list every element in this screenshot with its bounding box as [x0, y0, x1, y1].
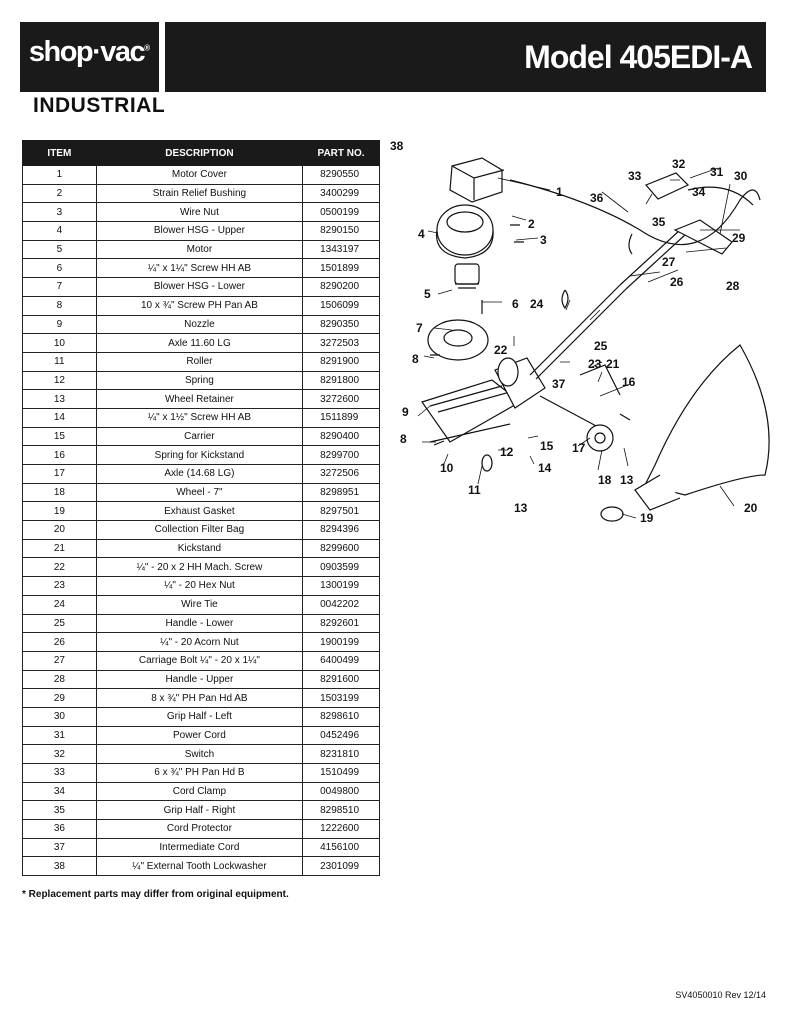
axle-17	[540, 396, 600, 428]
table-row	[23, 539, 380, 558]
part-no-cell: 3272503	[303, 334, 380, 353]
wheel-shape	[587, 425, 613, 451]
item-cell: 27	[23, 651, 97, 670]
item-cell: 18	[23, 483, 97, 502]
description-cell: ¼" - 20 x 2 HH Mach. Screw	[96, 558, 302, 577]
table-row	[23, 296, 380, 315]
item-cell: 33	[23, 764, 97, 783]
part-no-cell: 8290550	[303, 166, 380, 185]
item-cell: 30	[23, 707, 97, 726]
part-no-cell: 0500199	[303, 203, 380, 222]
item-cell: 11	[23, 352, 97, 371]
footnote: * Replacement parts may differ from original equipment.	[22, 889, 289, 900]
part-no-cell: 3272600	[303, 390, 380, 409]
table-row	[23, 352, 380, 371]
callout-label: 28	[726, 279, 740, 293]
table-row	[23, 446, 380, 465]
callout-label: 1	[556, 185, 563, 199]
callout-label: 23	[588, 357, 602, 371]
part-no-cell: 0042202	[303, 595, 380, 614]
roller-shape	[482, 455, 492, 471]
item-cell: 23	[23, 577, 97, 596]
table-row	[23, 633, 380, 652]
item-cell: 37	[23, 838, 97, 857]
part-no-cell: 1503199	[303, 689, 380, 708]
table-row	[23, 184, 380, 203]
description-cell: Kickstand	[96, 539, 302, 558]
part-no-cell: 0452496	[303, 726, 380, 745]
description-cell: Switch	[96, 745, 302, 764]
part-no-cell: 8291800	[303, 371, 380, 390]
item-cell: 24	[23, 595, 97, 614]
part-no-cell: 8290400	[303, 427, 380, 446]
item-cell: 1	[23, 166, 97, 185]
part-no-cell: 0903599	[303, 558, 380, 577]
item-cell: 19	[23, 502, 97, 521]
item-cell: 15	[23, 427, 97, 446]
item-cell: 25	[23, 614, 97, 633]
table-row	[23, 465, 380, 484]
table-header-row	[23, 141, 380, 166]
column-header-part-no: PART NO.	[303, 141, 380, 166]
description-cell: Carriage Bolt ¼" - 20 x 1¼"	[96, 651, 302, 670]
description-cell: Strain Relief Bushing	[96, 184, 302, 203]
item-cell: 8	[23, 296, 97, 315]
part-no-cell: 1900199	[303, 633, 380, 652]
description-cell: Handle - Lower	[96, 614, 302, 633]
callout-label: 32	[672, 157, 686, 171]
item-cell: 4	[23, 222, 97, 241]
description-cell: 10 x ¾" Screw PH Pan AB	[96, 296, 302, 315]
description-cell: Exhaust Gasket	[96, 502, 302, 521]
part-no-cell: 8298610	[303, 707, 380, 726]
callout-label: 20	[744, 501, 758, 515]
table-row	[23, 820, 380, 839]
division-label: INDUSTRIAL	[33, 94, 166, 117]
table-row	[23, 259, 380, 278]
part-no-cell: 0049800	[303, 782, 380, 801]
part-no-cell: 1300199	[303, 577, 380, 596]
part-no-cell: 1343197	[303, 240, 380, 259]
callout-label: 27	[662, 255, 676, 269]
callout-label: 22	[494, 343, 508, 357]
table-row	[23, 782, 380, 801]
logo-wordmark: shop·vac®	[28, 36, 151, 68]
table-row	[23, 838, 380, 857]
callout-label: 8	[400, 432, 407, 446]
description-cell: 8 x ¾" PH Pan Hd AB	[96, 689, 302, 708]
part-no-cell: 2301099	[303, 857, 380, 876]
description-cell: ¼" External Tooth Lockwasher	[96, 857, 302, 876]
description-cell: Collection Filter Bag	[96, 521, 302, 540]
item-cell: 36	[23, 820, 97, 839]
callout-label: 31	[710, 165, 724, 179]
part-no-cell: 8297501	[303, 502, 380, 521]
description-cell: Axle 11.60 LG	[96, 334, 302, 353]
description-cell: Handle - Upper	[96, 670, 302, 689]
model-title: Model 405EDI-A	[524, 39, 752, 75]
part-no-cell: 1222600	[303, 820, 380, 839]
item-cell: 22	[23, 558, 97, 577]
callout-label: 11	[468, 483, 481, 497]
table-row	[23, 334, 380, 353]
parts-table-body	[23, 166, 380, 876]
part-no-cell: 8298951	[303, 483, 380, 502]
part-no-cell: 6400499	[303, 651, 380, 670]
callout-label: 15	[540, 439, 554, 453]
callout-label: 21	[606, 357, 620, 371]
callout-label: 2	[528, 217, 535, 231]
column-header-item: ITEM	[23, 141, 97, 166]
part-no-cell: 3400299	[303, 184, 380, 203]
shop-vac-logo	[20, 22, 159, 92]
table-row	[23, 203, 380, 222]
item-cell: 21	[23, 539, 97, 558]
part-no-cell: 8291600	[303, 670, 380, 689]
motor-shape	[455, 264, 479, 284]
table-row	[23, 689, 380, 708]
description-cell: Wire Tie	[96, 595, 302, 614]
item-cell: 31	[23, 726, 97, 745]
table-row	[23, 558, 380, 577]
description-cell: Roller	[96, 352, 302, 371]
item-cell: 28	[23, 670, 97, 689]
collection-filter-bag-shape	[645, 345, 769, 495]
item-cell: 9	[23, 315, 97, 334]
callout-label: 16	[622, 375, 636, 389]
blower-housing-lower-shape	[428, 320, 488, 360]
exploded-parts-diagram	[390, 139, 770, 540]
description-cell: Wheel Retainer	[96, 390, 302, 409]
description-cell: Grip Half - Right	[96, 801, 302, 820]
callout-label: 9	[402, 405, 409, 419]
table-row	[23, 614, 380, 633]
rear-wheel-shape	[498, 358, 518, 386]
description-cell: Axle (14.68 LG)	[96, 465, 302, 484]
column-header-description: DESCRIPTION	[96, 141, 302, 166]
item-cell: 35	[23, 801, 97, 820]
title-bar	[165, 22, 766, 92]
description-cell: Motor	[96, 240, 302, 259]
item-cell: 16	[23, 446, 97, 465]
callout-label: 29	[732, 231, 746, 245]
table-row	[23, 595, 380, 614]
callout-label: 13	[620, 473, 634, 487]
part-no-cell: 8298510	[303, 801, 380, 820]
part-no-cell: 1511899	[303, 408, 380, 427]
callout-label: 36	[590, 191, 604, 205]
item-cell: 12	[23, 371, 97, 390]
callout-label: 33	[628, 169, 642, 183]
table-row	[23, 707, 380, 726]
description-cell: Grip Half - Left	[96, 707, 302, 726]
callout-label: 25	[594, 339, 608, 353]
item-cell: 2	[23, 184, 97, 203]
item-cell: 38	[23, 857, 97, 876]
table-row	[23, 483, 380, 502]
part-no-cell: 1506099	[303, 296, 380, 315]
item-cell: 34	[23, 782, 97, 801]
table-row	[23, 427, 380, 446]
item-cell: 20	[23, 521, 97, 540]
callout-label: 10	[440, 461, 454, 475]
part-no-cell: 8290200	[303, 278, 380, 297]
part-no-cell: 8231810	[303, 745, 380, 764]
callout-label: 8	[412, 352, 419, 366]
item-cell: 5	[23, 240, 97, 259]
callout-label: 30	[734, 169, 748, 183]
table-row	[23, 764, 380, 783]
part-no-cell: 8290350	[303, 315, 380, 334]
description-cell: Blower HSG - Upper	[96, 222, 302, 241]
callout-label: 37	[552, 377, 566, 391]
wire-tie-shape	[562, 290, 568, 308]
description-cell: Cord Protector	[96, 820, 302, 839]
callout-label: 7	[416, 321, 423, 335]
item-cell: 3	[23, 203, 97, 222]
description-cell: Spring for Kickstand	[96, 446, 302, 465]
item-cell: 6	[23, 259, 97, 278]
description-cell: Spring	[96, 371, 302, 390]
description-cell: Nozzle	[96, 315, 302, 334]
item-cell: 17	[23, 465, 97, 484]
description-cell: ¼" x 1¼" Screw HH AB	[96, 259, 302, 278]
item-cell: 14	[23, 408, 97, 427]
grip-half-right-shape	[646, 173, 688, 199]
table-row	[23, 745, 380, 764]
description-cell: 6 x ¾" PH Pan Hd B	[96, 764, 302, 783]
table-row	[23, 577, 380, 596]
part-no-cell: 8294396	[303, 521, 380, 540]
callout-label: 35	[652, 215, 666, 229]
callout-label: 6	[512, 297, 519, 311]
table-row	[23, 166, 380, 185]
description-cell: Carrier	[96, 427, 302, 446]
description-cell: Blower HSG - Lower	[96, 278, 302, 297]
cord-protector-shape	[629, 234, 632, 254]
part-no-cell: 8299600	[303, 539, 380, 558]
description-cell: Wheel - 7"	[96, 483, 302, 502]
part-no-cell: 1510499	[303, 764, 380, 783]
callout-label: 34	[692, 185, 706, 199]
callout-label: 4	[418, 227, 425, 241]
part-no-cell: 8290150	[303, 222, 380, 241]
table-row	[23, 278, 380, 297]
description-cell: Cord Clamp	[96, 782, 302, 801]
table-row	[23, 651, 380, 670]
callout-label: 14	[538, 461, 552, 475]
description-cell: Motor Cover	[96, 166, 302, 185]
callout-label: 3	[540, 233, 547, 247]
callout-label: 24	[530, 297, 544, 311]
callout-label: 12	[500, 445, 514, 459]
table-row	[23, 408, 380, 427]
item-cell: 32	[23, 745, 97, 764]
description-cell: ¼" - 20 Acorn Nut	[96, 633, 302, 652]
revision-code: SV4050010 Rev 12/14	[675, 990, 766, 1000]
item-cell: 26	[23, 633, 97, 652]
item-cell: 29	[23, 689, 97, 708]
item-cell: 13	[23, 390, 97, 409]
parts-table	[22, 140, 380, 876]
part-no-cell: 1501899	[303, 259, 380, 278]
callout-label: 38	[390, 139, 404, 153]
table-row	[23, 502, 380, 521]
description-cell: ¼" x 1½" Screw HH AB	[96, 408, 302, 427]
callout-label: 19	[640, 511, 654, 525]
item-cell: 7	[23, 278, 97, 297]
part-no-cell: 8291900	[303, 352, 380, 371]
description-cell: Intermediate Cord	[96, 838, 302, 857]
item-cell: 10	[23, 334, 97, 353]
table-row	[23, 371, 380, 390]
table-row	[23, 521, 380, 540]
callout-label: 18	[598, 473, 612, 487]
callout-label: 13	[514, 501, 528, 515]
table-row	[23, 240, 380, 259]
table-row	[23, 801, 380, 820]
part-no-cell: 4156100	[303, 838, 380, 857]
part-no-cell: 3272506	[303, 465, 380, 484]
callout-label: 5	[424, 287, 431, 301]
table-row	[23, 726, 380, 745]
table-row	[23, 670, 380, 689]
exhaust-gasket-shape	[601, 507, 623, 521]
description-cell: ¼" - 20 Hex Nut	[96, 577, 302, 596]
table-row	[23, 315, 380, 334]
motor-cover-shape	[450, 158, 502, 202]
part-no-cell: 8299700	[303, 446, 380, 465]
callout-label: 17	[572, 441, 586, 455]
table-row	[23, 222, 380, 241]
part-no-cell: 8292601	[303, 614, 380, 633]
description-cell: Wire Nut	[96, 203, 302, 222]
motor-base	[455, 284, 479, 288]
description-cell: Power Cord	[96, 726, 302, 745]
callout-label: 26	[670, 275, 684, 289]
table-row	[23, 390, 380, 409]
table-row	[23, 857, 380, 876]
